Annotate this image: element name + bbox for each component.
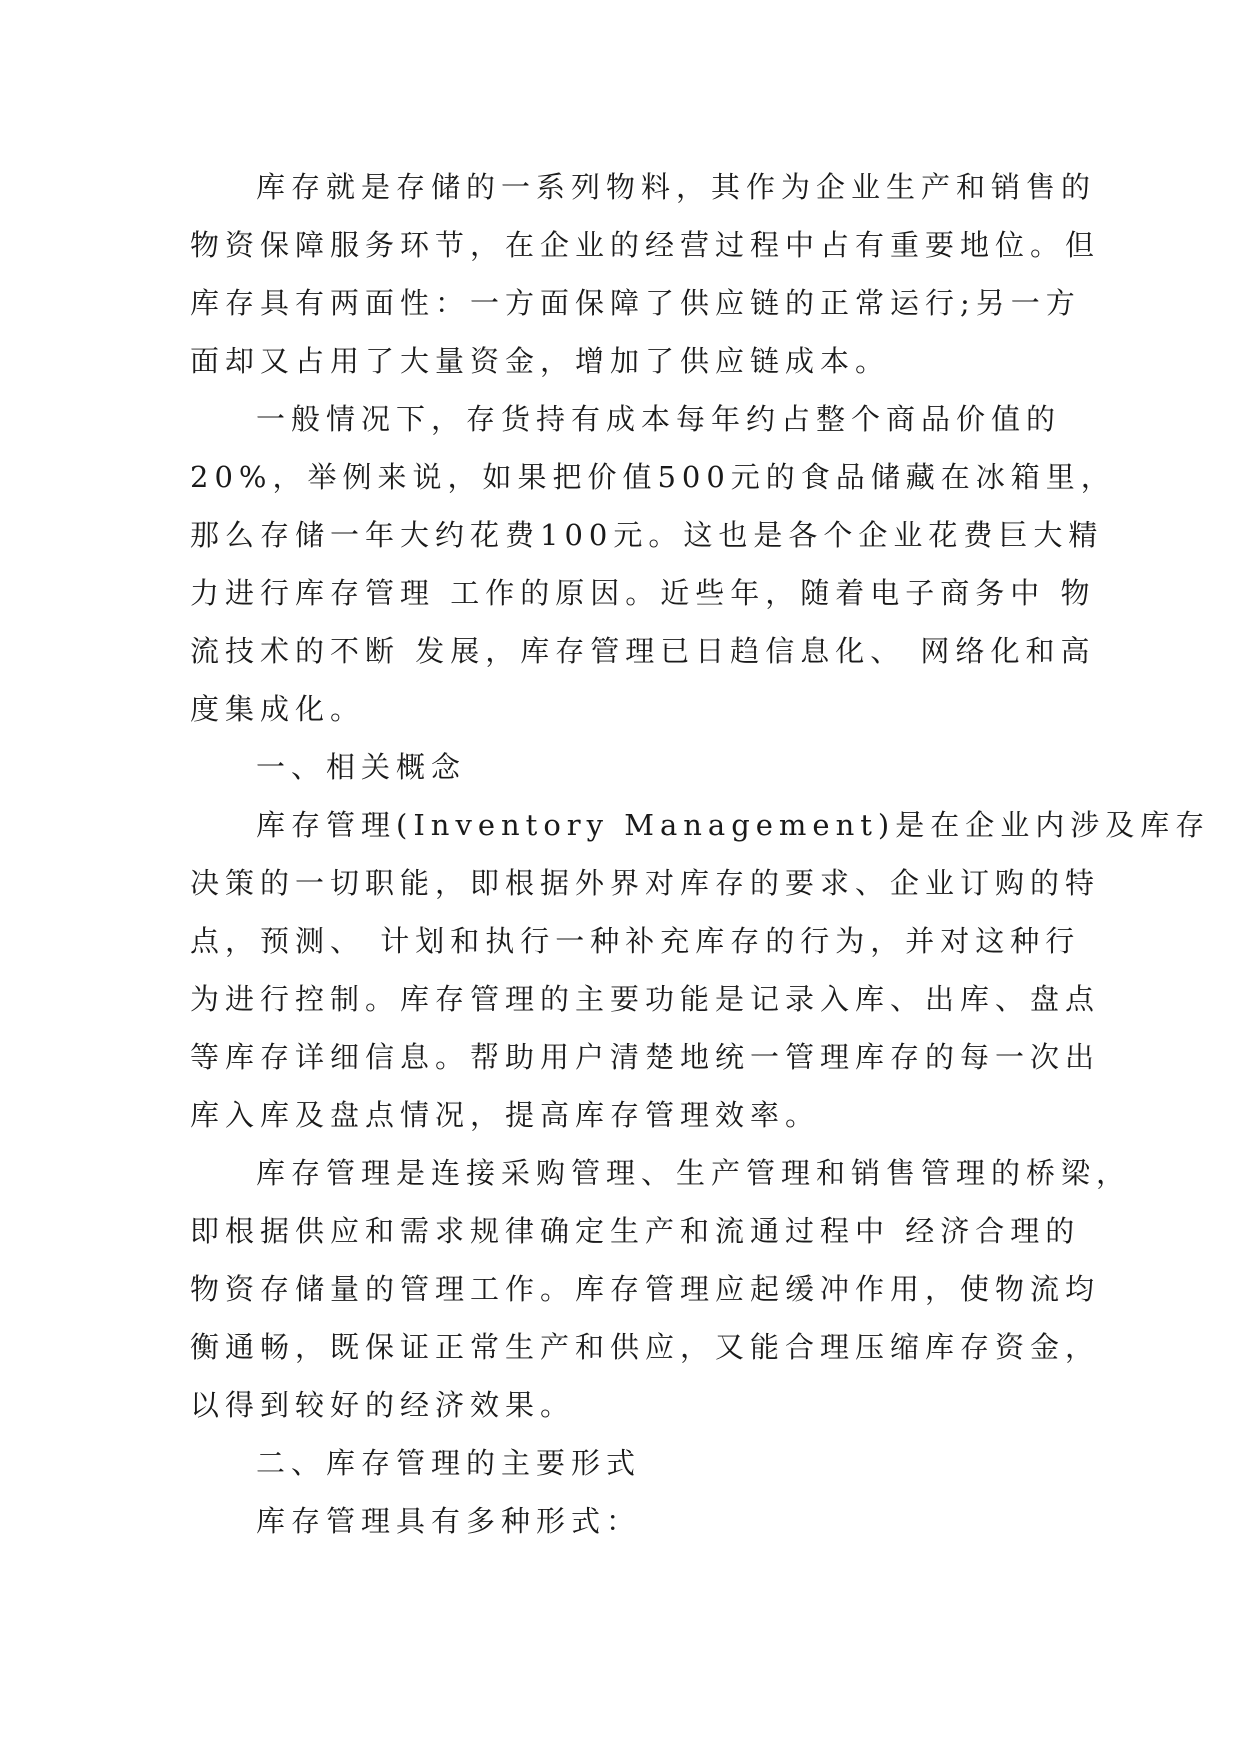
text-line: 力进行库存管理 工作的原因。近些年，随着电子商务中 物 (190, 576, 1096, 610)
text-line: 那么存储一年大约花费100元。这也是各个企业花费巨大精 (190, 518, 1104, 552)
text-line: 等库存详细信息。帮助用户清楚地统一管理库存的每一次出 (190, 1040, 1101, 1074)
section-heading: 一、相关概念 (256, 750, 467, 784)
text-line: 物资存储量的管理工作。库存管理应起缓冲作用，使物流均 (190, 1272, 1101, 1306)
text-line: 流技术的不断 发展，库存管理已日趋信息化、 网络化和高 (190, 634, 1096, 668)
text-line: 以得到较好的经济效果。 (190, 1388, 576, 1422)
text-line: 点，预测、 计划和执行一种补充库存的行为，并对这种行 (190, 924, 1081, 958)
text-line: 库存具有两面性：一方面保障了供应链的正常运行;另一方 (190, 286, 1081, 320)
document-body (190, 158, 1211, 1550)
text-line: 即根据供应和需求规律确定生产和流通过程中 经济合理的 (190, 1214, 1081, 1248)
text-line: 为进行控制。库存管理的主要功能是记录入库、出库、盘点 (190, 982, 1101, 1016)
section-heading: 二、库存管理的主要形式 (256, 1446, 642, 1480)
text-line: 20%，举例来说，如果把价值500元的食品储藏在冰箱里， (190, 460, 1116, 494)
text-line: 库存管理具有多种形式： (256, 1504, 642, 1538)
text-line: 库入库及盘点情况，提高库存管理效率。 (190, 1098, 821, 1132)
text-line: 决策的一切职能，即根据外界对库存的要求、企业订购的特 (190, 866, 1101, 900)
text-line: 库存就是存储的一系列物料，其作为企业生产和销售的 (256, 170, 1097, 204)
text-line: 物资保障服务环节，在企业的经营过程中占有重要地位。但 (190, 228, 1101, 262)
text-line: 衡通畅，既保证正常生产和供应，又能合理压缩库存资金， (190, 1330, 1101, 1364)
text-line: 面却又占用了大量资金，增加了供应链成本。 (190, 344, 891, 378)
text-line: 库存管理(Inventory Management)是在企业内涉及库存 (256, 808, 1211, 842)
text-line: 一般情况下，存货持有成本每年约占整个商品价值的 (256, 402, 1062, 436)
text-line: 度集成化。 (190, 692, 366, 726)
text-line: 库存管理是连接采购管理、生产管理和销售管理的桥梁， (256, 1156, 1132, 1190)
